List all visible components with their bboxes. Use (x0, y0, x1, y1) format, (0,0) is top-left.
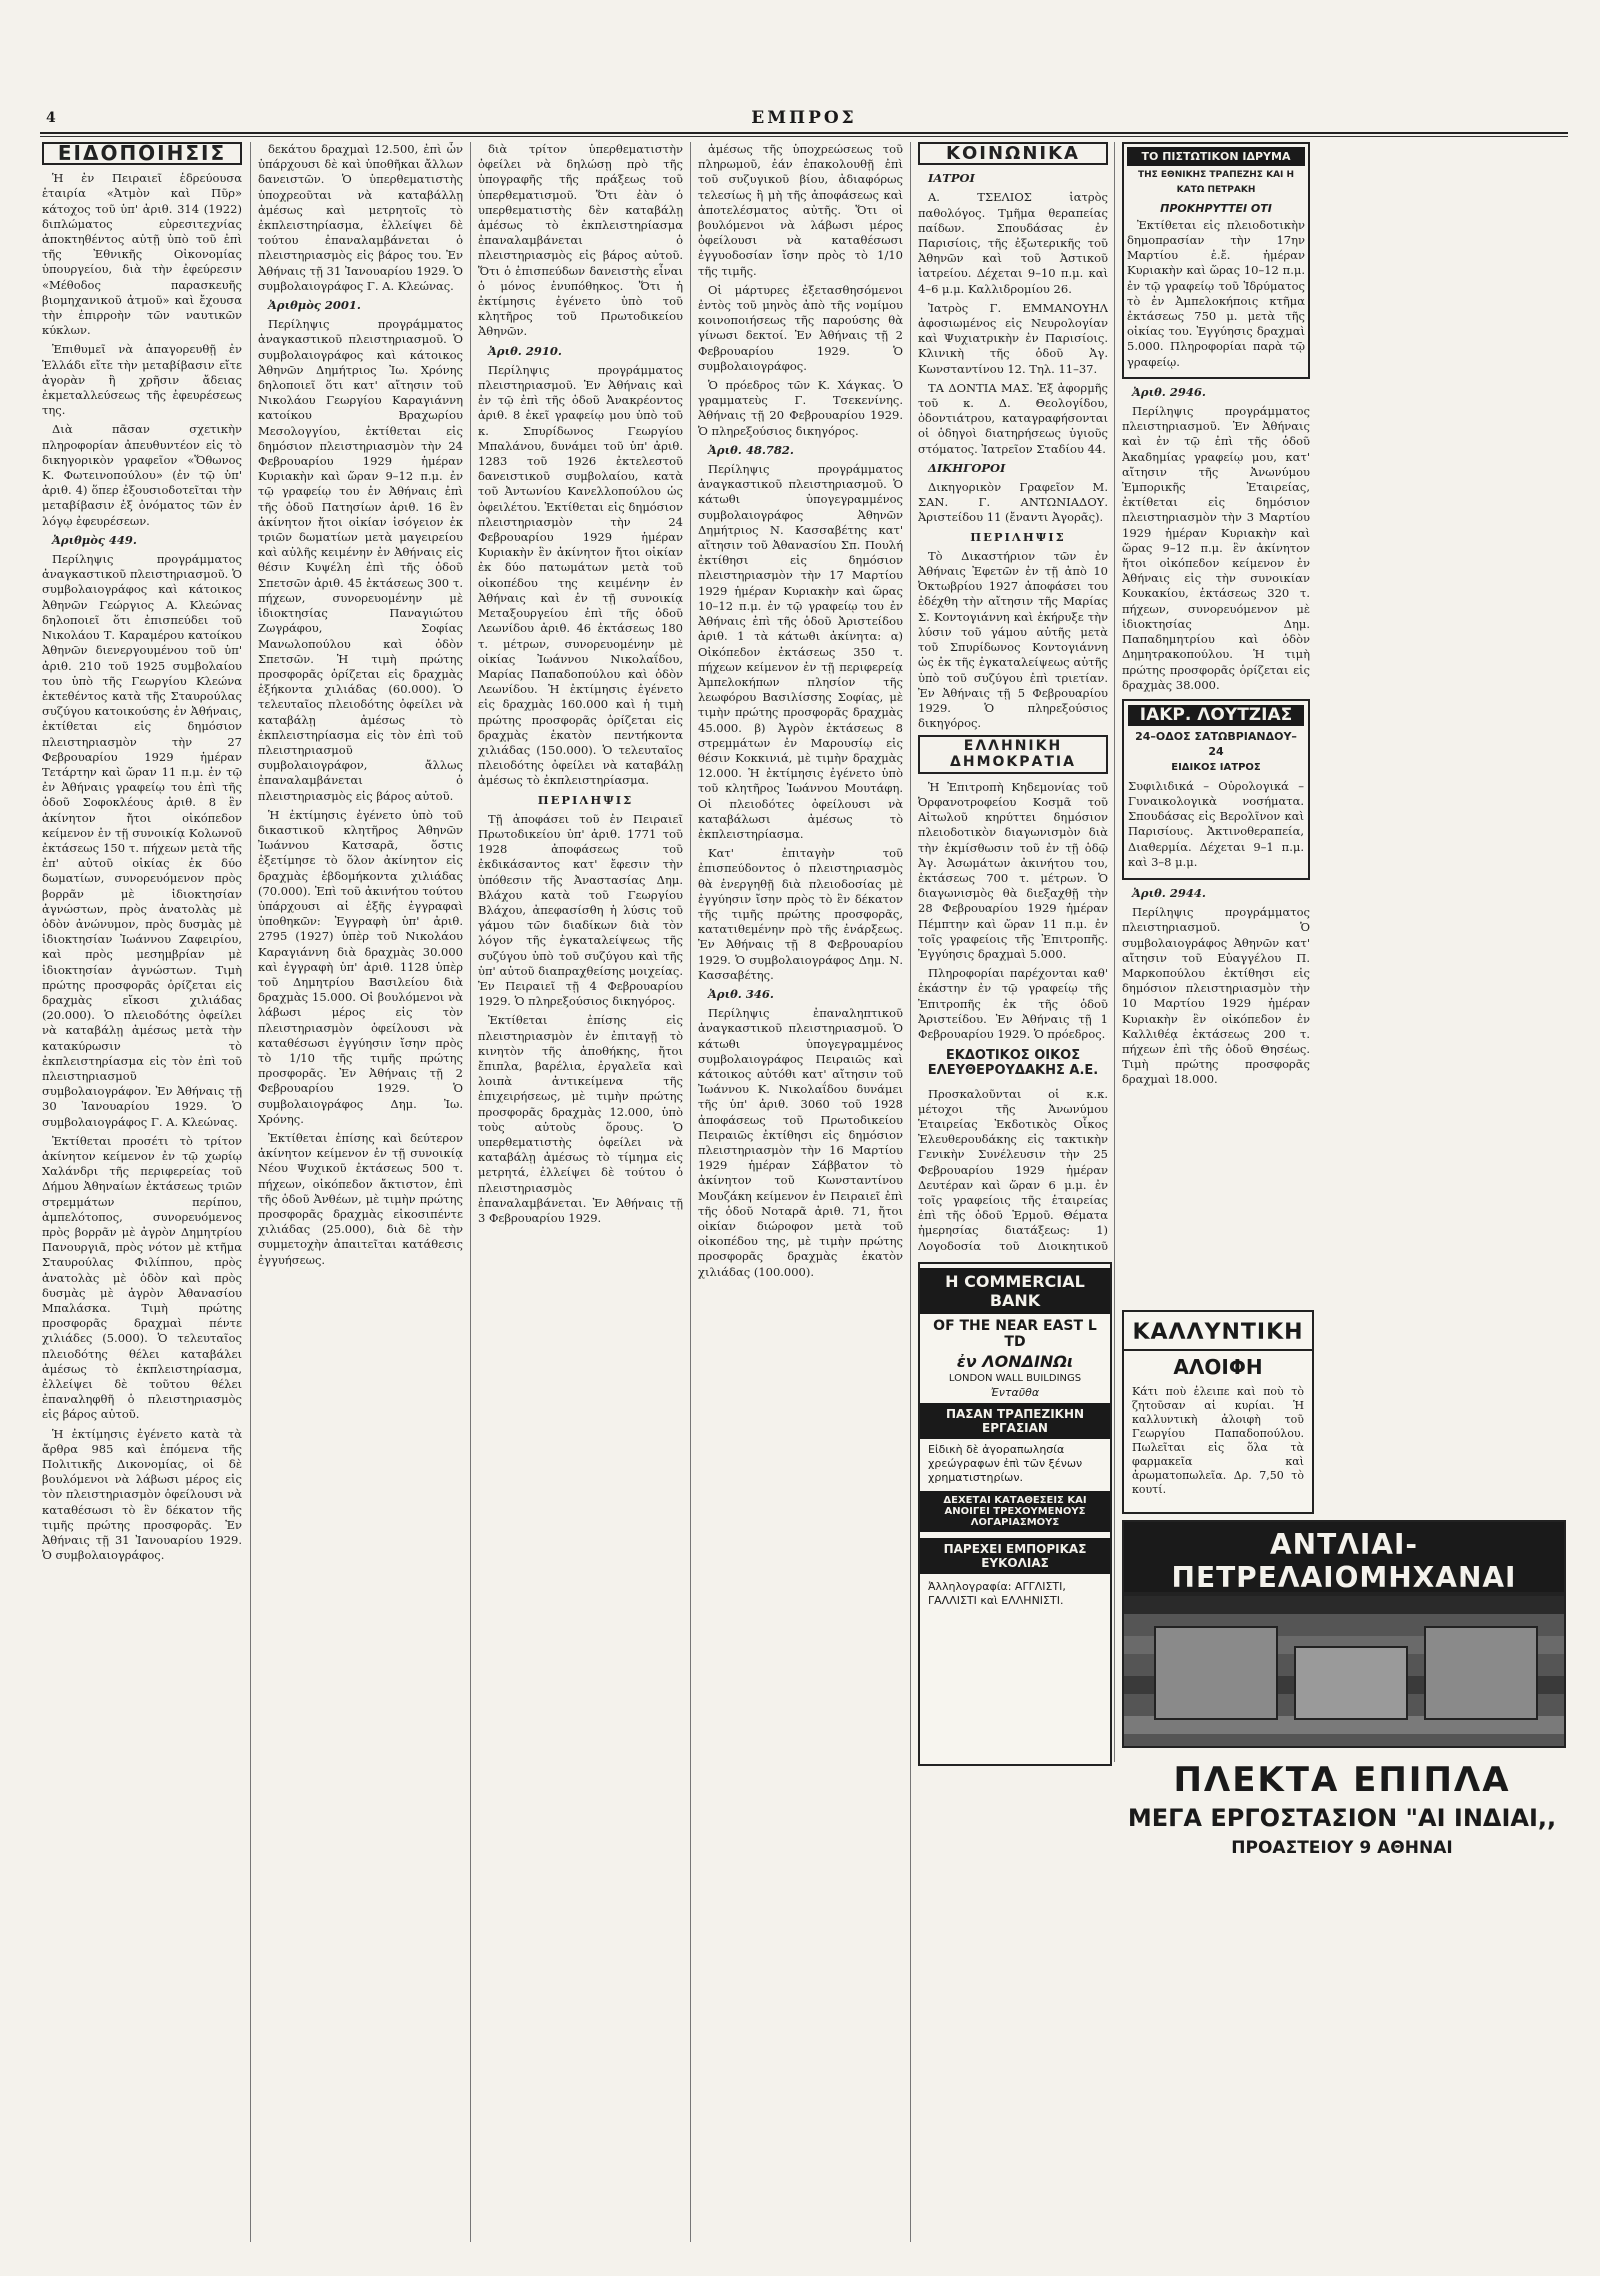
notice-paragraph: Ἡ ἐκτίμησις ἐγένετο ὑπὸ τοῦ δικαστικοῦ κλητῆρος Ἀθηνῶν Ἰωάννου Κατσαρᾶ, ὅστις ἐξετίμησε τὸ ὅλον ἀκίνητον εἰς δραχμὰς ἑβδομήκοντα χιλιάδας (70.000). Ἐπὶ τοῦ ἀκινήτου τούτου ὑπάρχουσι αἱ ἑξῆς ἐγγραφαὶ ὑποθηκῶν: Ἐγγραφὴ ὑπ' ἀριθ. 2795 (1927) ὑπὲρ τοῦ Νικολάου Καραγιάννη διὰ δραχμὰς 30.000 καὶ ἐγγραφὴ ὑπ' ἀριθ. 1128 ὑπὲρ τοῦ Δημητρίου Βασιλείου διὰ δραχμὰς 15.000. Οἱ βουλόμενοι νὰ λάβωσι μέρος εἰς τὸν πλειστηριασμὸν ὀφείλουσι νὰ καταθέσωσι ἐγγύησιν ἴσην πρὸς τὸ 1/10 τῆς τιμῆς πρώτης προσφορᾶς. Ἐν Ἀθήναις τῇ 2 Φεβρουαρίου 1929. Ὁ συμβολαιογράφος Δημ. Ἰω. Χρόνης. (258, 807, 463, 1126)
bank-name-line: OF THE NEAR EAST L TD (933, 1318, 1097, 1350)
bank-branch: Ἐνταῦθα (990, 1386, 1040, 1399)
bank-correspondence: Ἀλληλογραφία: ΑΓΓΛΙΣΤΙ, ΓΑΛΛΙΣΤΙ καὶ ΕΛΛΗΝΙΣΤΙ. (928, 1580, 1066, 1607)
doctor-advertisement (1122, 699, 1310, 880)
section-title: ΕΛΛΗΝΙΚΗ ΔΗΜΟΚΡΑΤΙΑ (918, 735, 1108, 773)
column-3 (478, 142, 683, 2242)
foundation-body: Ἐκτίθεται εἰς πλειοδοτικὴν δημοπρασίαν τὴν 17ην Μαρτίου ἐ.ἔ. ἡμέραν Κυριακὴν καὶ ὥρας 10–12 π.μ. ἐν τῷ γραφείῳ τοῦ Ἱδρύματος τὸ ἐν Ἀμπελοκήποις κτῆμα ἐκτάσεως 750 μ. μετὰ τῆς οἰκίας του. Ἐγγύησις δραχμαὶ 5.000. Πληροφορίαι παρὰ τῷ γραφείῳ. (1127, 217, 1305, 369)
column-5 (918, 142, 1108, 1252)
notice-paragraph: Διὰ πᾶσαν σχετικὴν πληροφορίαν ἀπευθυντέον εἰς τὸ δικηγορικὸν γραφεῖον «Ὅθωνος Κ. Φωτεινοπούλου» (ἐν τῷ ὑπ' ἀριθ. 4) ὅπερ ἐξουσιοδοτεῖται τὴν μεταβίβασιν ἐξ ὀνόματος τῶν ἐν λόγῳ ἐφευρέσεων. (42, 422, 242, 528)
illustration-band (1124, 1596, 1564, 1614)
notice-paragraph: ΤΑ ΔΟΝΤΙΑ ΜΑΣ. Ἐξ ἀφορμῆς τοῦ κ. Δ. Θεολογίδου, ὀδοντιάτρου, καταγραφήσονται οἱ ὁδηγοὶ διατηρήσεως ὑγιοῦς στόματος. Ἰατρεῖον Σταδίου 44. (918, 380, 1108, 456)
doctor-body: Συφιλιδικά – Οὐρολογικά – Γυναικολογικὰ νοσήματα. Σπουδάσας εἰς Βερολῖνον καὶ Παρισίους. Ἀκτινοθεραπεία, Διαθερμία. Δέχεται 9–1 π.μ. καὶ 3–8 μ.μ. (1128, 778, 1304, 869)
foundation-title: ΤΟ ΠΙΣΤΩΤΙΚΟΝ ΙΔΡΥΜΑ (1127, 147, 1305, 166)
cosmetic-title: ΚΑΛΛΥΝΤΙΚΗ (1124, 1320, 1312, 1351)
masthead-bar (40, 110, 1568, 134)
bank-address: LONDON WALL BUILDINGS (948, 1373, 1082, 1384)
notice-paragraph: Δικηγορικὸν Γραφεῖον Μ. ΣΑΝ. Γ. ΑΝΤΩΝΙΑΔΟΥ. Ἀριστείδου 11 (ἔναντι Ἀγορᾶς). (918, 480, 1108, 525)
doctor-address: 24–ΟΔΟΣ ΣΑΤΩΒΡΙΑΝΔΟΥ–24 (1135, 730, 1297, 759)
notice-paragraph: Προσκαλοῦνται οἱ κ.κ. μέτοχοι τῆς Ἀνωνύμου Ἑταιρείας Ἐκδοτικὸς Οἶκος Ἐλευθερουδάκης εἰς τακτικὴν Γενικὴν Συνέλευσιν τὴν 25 Φεβρουαρίου 1929 ἡμέραν Δευτέραν καὶ ὥραν 6 μ.μ. ἐν τοῖς γραφείοις τῆς ἑταιρείας ἐπὶ τῆς ὁδοῦ Ἑρμοῦ. Θέματα ἡμερησίας διατάξεως: 1) Λογοδοσία τοῦ Διοικητικοῦ (918, 1086, 1108, 1252)
table-shape (1294, 1646, 1408, 1720)
column-4 (698, 142, 903, 2242)
foundation-call: ΠΡΟΚΗΡΥΤΤΕΙ ΟΤΙ (1160, 201, 1272, 215)
notice-number: Ἀριθμὸς 449. (52, 532, 137, 547)
bank-name: Η COMMERCIAL BANK (920, 1268, 1110, 1314)
doctor-role: ΕΙΔΙΚΟΣ ΙΑΤΡΟΣ (1171, 761, 1261, 773)
notice-paragraph: Οἱ μάρτυρες ἐξετασθησόμενοι ἐντὸς τοῦ μηνὸς ἀπὸ τῆς νομίμου κοινοποιήσεως τῆς παρούσης θὰ γίνωσι δεκτοί. Ἐν Ἀθήναις τῇ 2 Φεβρουαρίου 1929. Ὁ συμβολαιογράφος. (698, 282, 903, 373)
notice-paragraph: Ἡ ἐκτίμησις ἐγένετο κατὰ τὰ ἄρθρα 985 καὶ ἑπόμενα τῆς Πολιτικῆς Δικονομίας, οἱ δὲ βουλόμενοι νὰ λάβωσι μέρος εἰς τὸν πλειστηριασμὸν ὀφείλουσι νὰ καταθέσωσι τὸ ἓν δέκατον τῆς τιμῆς πρώτης προσφορᾶς. Ἐν Ἀθήναις τῇ 31 Ἰανουαρίου 1929. Ὁ συμβολαιογράφος. (42, 1426, 242, 1563)
section-title: ΕΙΔΟΠΟΙΗΣΙΣ (42, 142, 242, 165)
furniture-factory: ΜΕΓΑ ΕΡΓΟΣΤΑΣΙΟΝ "ΑΙ ΙΝΔΙΑΙ,, (1127, 1804, 1557, 1832)
notice-paragraph: Περίληψις προγράμματος πλειστηριασμοῦ. Ὁ συμβολαιογράφος Ἀθηνῶν κατ' αἴτησιν τοῦ Εὐαγγέλου Π. Μαρκοπούλου ἐκτίθησι εἰς δημόσιον πλειστηριασμὸν τὴν 10 Μαρτίου 1929 ἡμέραν Κυριακὴν ἓν οἰκόπεδον ἐν Καλλιθέᾳ ἐκτάσεως 200 τ. πήχεων ἐπὶ τῆς ὁδοῦ Θησέως. Τιμὴ πρώτης προσφορᾶς δραχμαὶ 18.000. (1122, 905, 1310, 1087)
notice-number: Ἀριθ. 2910. (488, 343, 562, 358)
notice-number: Ἀριθ. 2946. (1132, 384, 1206, 399)
furniture-advertisement (1122, 1760, 1562, 1880)
newspaper-title: ΕΜΠΡΟΣ (751, 108, 857, 128)
notice-paragraph: Τὸ Δικαστήριον τῶν ἐν Ἀθήναις Ἐφετῶν ἐν τῇ ἀπὸ 10 Ὀκτωβρίου 1927 ἀποφάσει του ἐδέχθη τὴν αἴτησιν τῆς Μαρίας Σ. Κοντογιάννη καὶ ἐκήρυξε τὴν λύσιν τοῦ γάμου αὐτῆς μετὰ τοῦ Σπυρίδωνος Κοντογιάννη ὡς ἐκ τῆς ἐγκαταλείψεως αὐτῆς ὑπὸ τοῦ συζύγου ἐπὶ τριετίαν. Ἐν Ἀθήναις τῇ 5 Φεβρουαρίου 1929. Ὁ πληρεξούσιος δικηγόρος. (918, 548, 1108, 731)
furniture-address: ΠΡΟΑΣΤΕΙΟΥ 9 ΑΘΗΝΑΙ (1231, 1838, 1453, 1858)
bank-text: Εἰδικὴ δὲ ἀγοραπωλησία χρεώγραφων ἐπὶ τῶν ξένων χρηματιστηρίων. (928, 1443, 1083, 1484)
bank-city: ἐν ΛΟΝΔΙΝΩι (956, 1352, 1074, 1371)
notice-paragraph: Ἐκτίθεται ἐπίσης εἰς πλειστηριασμὸν ἐν ἐπιταγῇ τὸ κινητὸν τῆς ἀποθήκης, ἤτοι ἔπιπλα, βαρέλια, ἐργαλεῖα καὶ λοιπὰ ἀντικείμενα τῆς ἐπιχειρήσεως, μὲ τιμὴν πρώτης προσφορᾶς δραχμὰς 12.000, ὑπὸ τοὺς αὐτοὺς ὅρους. Ὁ υπερθεματιστὴς ὀφείλει νὰ καταβάλῃ ἀμέσως τὸ τίμημα εἰς μετρητά, ἐλλείψει δὲ τούτου ὁ πλειστηριασμὸς ἐπαναλαμβάνεται. Ἐν Ἀθήναις τῇ 3 Φεβρουαρίου 1929. (478, 1013, 683, 1226)
column-2 (258, 142, 463, 2242)
notice-number: Ἀριθ. 346. (708, 986, 774, 1001)
notice-paragraph: Περίληψις προγράμματος πλειστηριασμοῦ. Ἐν Ἀθήναις καὶ ἐν τῷ ἐπὶ τῆς ὁδοῦ Ἀκαδημίας γραφείῳ μου, κατ' αἴτησιν τῆς Ἀνωνύμου Ἐμπορικῆς Ἑταιρείας, ἐκτίθεται εἰς δημόσιον πλειστηριασμὸν τὴν 3 Μαρτίου 1929 ἡμέραν Κυριακὴν καὶ ὥρας 9–12 π.μ. ἓν ἀκίνητον ἤτοι οἰκόπεδον κείμενον ἐν Ἀθήναις εἰς τὴν συνοικίαν Κουκακίου, ἐκτάσεως 320 τ. πήχεων, συνορευόμενον μὲ ἰδιοκτησίας Δημ. Παπαδημητρίου καὶ ὁδὸν Δημητρακοπούλου. Ἡ τιμὴ πρώτης προσφορᾶς ὁρίζεται εἰς δραχμὰς 38.000. (1122, 404, 1310, 692)
subsection-heading: ΠΕΡΙΛΗΨΙΣ (970, 529, 1066, 544)
notice-number: Ἀριθ. 2944. (1132, 885, 1206, 900)
cosmetic-subtitle: ΑΛΟΙΦΗ (1173, 1355, 1263, 1379)
column-divider (470, 142, 471, 2242)
notice-paragraph: Περίληψις προγράμματος ἀναγκαστικοῦ πλειστηριασμοῦ. Ὁ συμβολαιογράφος καὶ κάτοικος Ἀθηνῶν Δημήτριος Ἰω. Χρόνης δηλοποιεῖ ὅτι κατ' αἴτησιν τοῦ Νικολάου Γεωργίου Καραγιάννη κατοίκου Βραχωρίου Μεσολογγίου, ἐκτίθεται εἰς δημόσιον πλειστηριασμὸν τὴν 24 Φεβρουαρίου 1929 ἡμέραν Κυριακὴν καὶ ὥραν 9–12 π.μ. ἐν τῷ γραφείῳ του ἐν Ἀθήναις ἐπὶ τῆς ὁδοῦ Πατησίων ἀριθ. 16 ἓν ἀκίνητον ἤτοι οἰκίαν ἰσόγειον ἐκ τριῶν δωματίων μετὰ μαγειρείου καὶ αὐλῆς κειμένην ἐν Ἀθήναις εἰς θέσιν Κυψέλη ἐπὶ τῆς ὁδοῦ Σπετσῶν ἀριθ. 45 ἐκτάσεως 300 τ. πήχεων, συνορευομένην μὲ ἰδιοκτησίας Παναγιώτου Ζωγράφου, Σοφίας Μανωλοπούλου καὶ ὁδὸν Σπετσῶν. Ἡ τιμὴ πρώτης προσφορᾶς ὁρίζεται εἰς δραχμὰς ἑξήκοντα χιλιάδας (60.000). Ὁ τελευταῖος πλειοδότης ὀφείλει νὰ καταβάλῃ ἀμέσως τὸ ἐκπλειστηρίασμα εἰς τὸν ἐπὶ τοῦ πλειστηριασμοῦ συμβολαιογράφον, ἄλλως ἐπαναλαμβάνεται ὁ πλειστηριασμὸς εἰς βάρος αὐτοῦ. (258, 317, 463, 803)
notice-paragraph: Ἐκτίθεται προσέτι τὸ τρίτον ἀκίνητον κείμενον ἐν τῷ χωρίῳ Χαλάνδρι τῆς περιφερείας τοῦ Δήμου Ἀθηναίων ἐκτάσεως τριῶν στρεμμάτων περίπου, ἀμπελότοπος, συνορευόμενος πρὸς βορρᾶν μὲ ἀγρὸν Δημητρίου Πανουργιᾶ, πρὸς νότον μὲ κτῆμα Σταυρούλας Φιλίππου, πρὸς ἀνατολὰς μὲ ὁδὸν καὶ πρὸς δυσμὰς μὲ ἀγρὸν Ἀθανασίου Μπαλάσκα. Τιμὴ πρώτης προσφορᾶς δραχμαὶ πέντε χιλιάδες (5.000). Ὁ τελευταῖος πλειοδότης θέλει καταβάλει ἀμέσως τὸ ἐκπλειστηρίασμα, ἐλλείψει δὲ τοῦτου θέλει ἐπαναληφθῆ ὁ πλειστηριασμὸς εἰς βάρος αὐτοῦ. (42, 1133, 242, 1422)
furniture-illustration (1122, 1594, 1566, 1748)
column-1 (42, 142, 242, 2242)
notice-paragraph: Περίληψις ἐπαναληπτικοῦ ἀναγκαστικοῦ πλειστηριασμοῦ. Ὁ κάτωθι ὑπογεγραμμένος συμβολαιογράφος Πειραιῶς καὶ κάτοικος αὐτόθι κατ' αἴτησιν τοῦ Ἰωάννου Κ. Νικολαΐδου δυνάμει τῆς ὑπ' ἀριθ. 3060 τοῦ 1928 ἀποφάσεως τοῦ Πρωτοδικείου Πειραιῶς ἐκτίθησι εἰς δημόσιον πλειστηριασμὸν τὴν 16 Μαρτίου 1929 ἡμέραν Σάββατον τὸ ἀκίνητον τοῦ Κωνσταντίνου Μουζάκη κείμενον ἐν Πειραιεῖ ἐπὶ τῆς ὁδοῦ Νοταρᾶ ἀριθ. 71, ἤτοι οἰκίαν διώροφον μετὰ τοῦ οἰκοπέδου της, μὲ τιμὴν πρώτης προσφορᾶς δραχμὰς ἑκατὸν χιλιάδας (100.000). (698, 1006, 903, 1279)
notice-paragraph: Περίληψις προγράμματος ἀναγκαστικοῦ πλειστηριασμοῦ. Ὁ συμβολαιογράφος καὶ κάτοικος Ἀθηνῶν Γεώργιος Α. Κλεώνας δηλοποιεῖ ὅτι ἐπισπεύδει τοῦ Νικολάου Τ. Καραμέρου κατοίκου Ἀθηνῶν διενεργουμένου τοῦ ὑπ' ἀριθ. 210 τοῦ 1925 συμβολαίου του ὑπὸ τῆς Γεωργίου Κλεώνα ἐκτεθέντος κατὰ τῆς Σταυρούλας συζύγου κατοικούσης ἐν Ἀθήναις, ἐκτίθεται εἰς δημόσιον πλειστηριασμὸν τὴν 27 Φεβρουαρίου 1929 ἡμέραν Τετάρτην καὶ ὥραν 11 π.μ. ἐν τῷ ἐν Ἀθήναις γραφείῳ του ἐπὶ τῆς ὁδοῦ Σοφοκλέους ἀριθ. 8 ἓν ἀκίνητον ἤτοι οἰκόπεδον κείμενον ἐν τῇ συνοικίᾳ Κολωνοῦ ἐκτάσεως 150 τ. πήχεων μετὰ τῆς ἐπ' αὐτοῦ οἰκίας ἐκ δύο δωματίων, συνορευόμενον πρὸς βορρᾶν μὲ ἰδιοκτησίαν ἀγνώστων, πρὸς ἀνατολὰς μὲ ὁδὸν ἀνώνυμον, πρὸς δυσμὰς μὲ ἰδιοκτησίαν Ἰωάννου Ζαφειρίου, καὶ πρὸς μεσημβρίαν μὲ ἰδιοκτησίαν ἀγνώστων. Τιμὴ πρώτης προσφορᾶς ὁρίζεται εἰς δραχμὰς εἴκοσι χιλιάδας (20.000). Ὁ πλειοδότης ὀφείλει νὰ καταβάλῃ ἀμέσως μετὰ τὴν κατακύρωσιν τὸ ἐκπλειστηρίασμα εἰς τὸν ἐπὶ τοῦ πλειστηριασμοῦ συμβολαιογράφον. Ἐν Ἀθήναις τῇ 30 Ἰανουαρίου 1929. Ὁ συμβολαιογράφος Γ. Α. Κλεώνας. (42, 552, 242, 1129)
notice-paragraph: Ἐκτίθεται ἐπίσης καὶ δεύτερον ἀκίνητον κείμενον ἐν τῇ συνοικίᾳ Νέου Ψυχικοῦ ἐκτάσεως 500 τ. πήχεων, οἰκόπεδον ἄκτιστον, ἐπὶ τῆς ὁδοῦ Ἀνθέων, μὲ τιμὴν πρώτης προσφορᾶς δραχμὰς εἰκοσιπέντε χιλιάδας (25.000), διὰ δὲ τὴν συμμετοχὴν ἀπαιτεῖται κατάθεσις ἐγγυήσεως. (258, 1131, 463, 1267)
notice-paragraph: Περίληψις προγράμματος ἀναγκαστικοῦ πλειστηριασμοῦ. Ὁ κάτωθι ὑπογεγραμμένος συμβολαιογράφος Ἀθηνῶν Δημήτριος Ν. Κασσαβέτης κατ' αἴτησιν τοῦ Ἀθανασίου Σπ. Πουλή ἐκτίθησι εἰς δημόσιον πλειστηριασμὸν τὴν 17 Μαρτίου 1929 ἡμέραν Κυριακὴν καὶ ὥρας 10–12 π.μ. ἐν τῷ γραφείῳ του ἐν Ἀθήναις ἐπὶ τῆς ὁδοῦ Ἀριστείδου ἀριθ. 1 τὰ κάτωθι ἀκίνητα: α) Οἰκόπεδον ἐκτάσεως 350 τ. πήχεων κείμενον ἐν τῇ περιφερείᾳ Ἀμπελοκήπων πλησίον τῆς λεωφόρου Βασιλίσσης Σοφίας, μὲ τιμὴν πρώτης προσφορᾶς δραχμὰς 45.000. β) Ἀγρὸν ἐκτάσεως 8 στρεμμάτων ἐν Μαρουσίῳ εἰς θέσιν Κοκκινιά, μὲ τιμὴν δραχμὰς 12.000. Ἡ ἐκτίμησις ἐγένετο ὑπὸ τοῦ κλητῆρος Ἰωάννου Μουτάφη. Οἱ πλειοδότες ὀφείλουσι νὰ καταβάλωσι ἀμέσως τὸ ἐκπλειστηρίασμα. (698, 462, 903, 841)
section-title: ΚΟΙΝΩΝΙΚΑ (918, 142, 1108, 165)
notice-number: Ἀριθ. 48.782. (708, 442, 794, 457)
pumps-title: ΑΝΤΛΙΑΙ-ΠΕΤΡΕΛΑΙΟΜΗΧΑΝΑΙ (1171, 1528, 1517, 1594)
notice-paragraph: Ἡ Ἐπιτροπὴ Κηδεμονίας τοῦ Ὀρφανοτροφείου Κοσμᾶ τοῦ Αἰτωλοῦ κηρύττει δημόσιον πλειοδοτικὸν διαγωνισμὸν διὰ τὴν ἐκμίσθωσιν τοῦ ἐν τῇ ὁδῷ Ἀγ. Ἀσωμάτων ἀκινήτου του, ἐκτάσεως 700 τ. μέτρων. Ὁ διαγωνισμὸς θὰ διεξαχθῇ τὴν 28 Φεβρουαρίου 1929 ἡμέραν Πέμπτην καὶ ὥραν 11 π.μ. ἐν τοῖς γραφείοις τῆς Ἐπιτροπῆς. Ἐγγύησις δραχμαὶ 5.000. (918, 779, 1108, 961)
bank-services: ΠΑΣΑΝ ΤΡΑΠΕΖΙΚΗΝ ΕΡΓΑΣΙΑΝ (920, 1403, 1110, 1439)
column-divider (690, 142, 691, 2242)
furniture-title: ΠΛΕΚΤΑ ΕΠΙΠΛΑ (1173, 1760, 1511, 1800)
notice-paragraph: Κατ' ἐπιταγὴν τοῦ ἐπισπεύδοντος ὁ πλειστηριασμὸς θὰ ἐνεργηθῇ διὰ πλειοδοσίας μὲ ἐγγύησιν ἴσην πρὸς τὸ ἓν δέκατον τῆς τιμῆς πρώτης προσφορᾶς, κατατιθεμένην πρὸ τῆς ἐνάρξεως. Ἐν Ἀθήναις τῇ 8 Φεβρουαρίου 1929. Ὁ συμβολαιογράφος Δημ. Ν. Κασσαβέτης. (698, 846, 903, 982)
chair-shape (1154, 1626, 1278, 1720)
cosmetic-body: Κάτι ποὺ ἐλειπε καὶ ποὺ τὸ ζητοῦσαν αἱ κυρίαι. Ἡ καλλυντικὴ ἀλοιφὴ τοῦ Γεωργίου Παπαδοπούλου. Πωλεῖται εἰς ὅλα τὰ φαρμακεῖα καὶ ἀρωματοπωλεῖα. Δρ. 7,50 τὸ κουτί. (1132, 1385, 1304, 1496)
notice-number: Ἀριθμὸς 2001. (268, 298, 361, 313)
column-divider (1114, 142, 1115, 1762)
cosmetic-advertisement (1122, 1310, 1314, 1514)
notice-paragraph: Ὁ πρόεδρος τῶν Κ. Χάγκας. Ὁ γραμματεὺς Γ. Τσεκενίνης. Ἀθήναις τῇ 20 Φεβρουαρίου 1929. Ὁ πληρεξούσιος δικηγόρος. (698, 378, 903, 438)
foundation-subtitle: ΤΗΣ ΕΘΝΙΚΗΣ ΤΡΑΠΕΖΗΣ ΚΑΙ Η ΚΑΤΩ ΠΕΤΡΑΚΗ (1137, 170, 1295, 196)
page-number: 4 (46, 110, 56, 126)
notice-paragraph: δεκάτου δραχμαὶ 12.500, ἐπὶ ὧν ὑπάρχουσι δὲ καὶ ὑποθῆκαι ἄλλων δανειστῶν. Ὁ ὑπερθεματιστὴς ὑποχρεοῦται νὰ καταβάλλῃ ἀμέσως καὶ μετρητοῖς τὸ ἐκπλειστηρίασμα, ἐλλείψει δὲ τούτου ἐπαναλαμβάνεται ὁ πλειστηριασμὸς εἰς βάρος του. Ἐν Ἀθήναις τῇ 31 Ἰανουαρίου 1929. Ὁ συμβολαιογράφος Γ. Α. Κλεώνας. (258, 142, 463, 293)
notice-paragraph: Ἐπιθυμεῖ νὰ ἀπαγορευθῇ ἐν Ἑλλάδι εἴτε τὴν μεταβίβασιν εἴτε ἀγορὰν ἢ χρῆσιν ἄδειας ἐκμεταλλεύσεως τῆς ἐφευρέσεως της. (42, 342, 242, 418)
notice-paragraph: Ἰατρὸς Γ. ΕΜΜΑΝΟΥΗΛ ἀφοσιωμένος εἰς Νευρολογίαν καὶ Ψυχιατρικὴν ἐν Παρισίοις. Κλινικὴ τῆς ὁδοῦ Ἀγ. Κωνσταντίνου 12. Τηλ. 11–37. (918, 300, 1108, 376)
bank-facilities: ΠΑΡΕΧΕΙ ΕΜΠΟΡΙΚΑΣ ΕΥΚΟΛΙΑΣ (920, 1538, 1110, 1574)
kicker: ΙΑΤΡΟΙ (928, 171, 975, 186)
bank-advertisement (918, 1262, 1112, 1766)
notice-paragraph: διὰ τρίτον ὑπερθεματιστὴν ὀφείλει νὰ δηλώσῃ πρὸ τῆς ὑπογραφῆς τῆς πράξεως τοῦ ὑπερθεματισμοῦ. Ὅτι ἐὰν ὁ υπερθεματιστὴς δὲν καταβάλῃ ἀμέσως τὸ ἐκπλειστηρίασμα ἐπαναλαμβάνεται ὁ πλειστηριασμὸς εἰς βάρος αὐτοῦ. Ὅτι ὁ ἐπισπεύδων δανειστὴς εἶναι ὁ μόνος ἐνυπόθηκος. Ὅτι ἡ ἐκτίμησις ἐγένετο ὑπὸ τοῦ κλητῆρος τοῦ Πρωτοδικείου Ἀθηνῶν. (478, 142, 683, 339)
notice-paragraph: Περίληψις προγράμματος πλειστηριασμοῦ. Ἐν Ἀθήναις καὶ ἐν τῷ ἐπὶ τῆς ὁδοῦ Ἀνακρέοντος ἀριθ. 8 ἐκεῖ γραφείῳ μου ὑπὸ τοῦ κ. Σπυρίδωνος Γεωργίου Μπαλάνου, δυνάμει τοῦ ὑπ' ἀριθ. 1283 τοῦ 1926 ἐκτελεστοῦ δανειστικοῦ συμβολαίου, κατὰ τοῦ Ἀντωνίου Κανελλοπούλου ὡς ὀφειλέτου. Ἐκτίθεται εἰς δημόσιον πλειστηριασμὸν τὴν 24 Φεβρουαρίου 1929 ἡμέραν Κυριακὴν ἓν ἀκίνητον ἤτοι οἰκίαν ἐκ δύο πατωμάτων μετὰ τοῦ οἰκοπέδου της κειμένην ἐν Ἀθήναις καὶ ἐν τῇ συνοικίᾳ Μεταξουργείου ἐπὶ τῆς ὁδοῦ Λεωνίδου ἀριθ. 46 ἐκτάσεως 180 τ. μέτρων, συνορευομένην μὲ οἰκίας Ἰωάννου Νικολαΐδου, Μαρίας Παπαδοπούλου καὶ ὁδὸν Λεωνίδου. Ἡ ἐκτίμησις ἐγένετο εἰς δραχμὰς 160.000 καὶ ἡ τιμὴ πρώτης προσφορᾶς ὁρίζεται εἰς δραχμὰς ἑκατὸν πεντήκοντα χιλιάδας (150.000). Ὁ τελευταῖος πλειοδότης ὀφείλει νὰ καταβάλῃ ἀμέσως τὸ ἐκπλειστηρίασμα. (478, 362, 683, 788)
notice-paragraph: ἀμέσως τῆς ὑποχρεώσεως τοῦ πληρωμοῦ, ἐάν ἐπακολουθῇ ἐπὶ τοῦ συζυγικοῦ βίου, ἀδιαφόρως τελεσίως ἢ μὴ τῆς ἀποφάσεως καὶ ἀποτελέσματος αὐτῆς. Ὅτι οἱ βουλόμενοι νὰ λάβωσι μέρος ὀφείλουσι νὰ καταθέσωσι ἐγγυοδοσίαν ἴσην πρὸς τὸ 1/10 τῆς τιμῆς. (698, 142, 903, 278)
notice-paragraph: Ἡ ἐν Πειραιεῖ ἑδρεύουσα ἑταιρία «Ἀτμὸν καὶ Πῦρ» κάτοχος τοῦ ὑπ' ἀριθ. 314 (1922) διπλώματος εὑρεσιτεχνίας ἀποκτηθέντος αὐτῇ ὑπὸ τοῦ ἐπὶ τῆς Ἐθνικῆς Οἰκονομίας ὑπουργείου, διὰ τὴν ἐφεύρεσιν «Μέθοδος παρασκευῆς βιομηχανικοῦ ἀτμοῦ» καὶ ἔχουσα τὴν ἐπιρροὴν τῶν ναυτικῶν κύκλων. (42, 171, 242, 338)
kicker: ΔΙΚΗΓΟΡΟΙ (928, 460, 1006, 475)
doctor-name: ΙΑΚΡ. ΛΟΥΤΖΙΑΣ (1128, 705, 1304, 726)
foundation-notice-box (1122, 142, 1310, 379)
section-title: ΕΚΔΟΤΙΚΟΣ ΟΙΚΟΣ ΕΛΕΥΘΕΡΟΥΔΑΚΗΣ Α.Ε. (927, 1048, 1099, 1079)
subsection-heading: ΠΕΡΙΛΗΨΙΣ (537, 792, 634, 807)
pumps-advertisement-header (1122, 1520, 1566, 1594)
masthead-rule (40, 136, 1568, 137)
notice-paragraph: Α. ΤΣΕΛΙΟΣ ἰατρὸς παθολόγος. Τμῆμα θεραπείας παίδων. Σπουδάσας ἐν Παρισίοις, τῆς ἐξωτερικῆς τοῦ Ἀθηνῶν καὶ τοῦ Ἀστικοῦ ἰατρείου. Δέχεται 9–10 π.μ. καὶ 4–6 μ.μ. Καλλιδρομίου 26. (918, 190, 1108, 296)
notice-paragraph: Πληροφορίαι παρέχονται καθ' ἑκάστην ἐν τῷ γραφείῳ τῆς Ἐπιτροπῆς ἐκ τῆς ὁδοῦ Ἀριστείδου. Ἐν Ἀθήναις τῇ 1 Φεβρουαρίου 1929. Ὁ πρόεδρος. (918, 966, 1108, 1041)
bank-deposits: ΔΕΧΕΤΑΙ ΚΑΤΑΘΕΣΕΙΣ ΚΑΙ ΑΝΟΙΓΕΙ ΤΡΕΧΟΥΜΕΝΟΥΣ ΛΟΓΑΡΙΑΣΜΟΥΣ (920, 1491, 1110, 1532)
notice-paragraph: Τῇ ἀποφάσει τοῦ ἐν Πειραιεῖ Πρωτοδικείου ὑπ' ἀριθ. 1771 τοῦ 1928 ἀποφάσεως τοῦ ἐκδικάσαντος κατ' ἔφεσιν τὴν ὑπόθεσιν τῆς Ἀναστασίας Δημ. Βλάχου κατὰ τοῦ Γεωργίου Βλάχου, ἀπεφασίσθη ἡ λύσις τοῦ γάμου τῶν διαδίκων διὰ τὸν λόγον τῆς ἐγκαταλείψεως τῆς συζύγου ὑπὸ τοῦ συζύγου καὶ τῆς ὑπ' αὐτοῦ διαπραχθείσης μοιχείας. Ἐν Πειραιεῖ τῇ 4 Φεβρουαρίου 1929. Ὁ πληρεξούσιος δικηγόρος. (478, 811, 683, 1009)
column-divider (910, 142, 911, 2242)
column-divider (250, 142, 251, 2242)
chair-shape (1424, 1626, 1538, 1720)
